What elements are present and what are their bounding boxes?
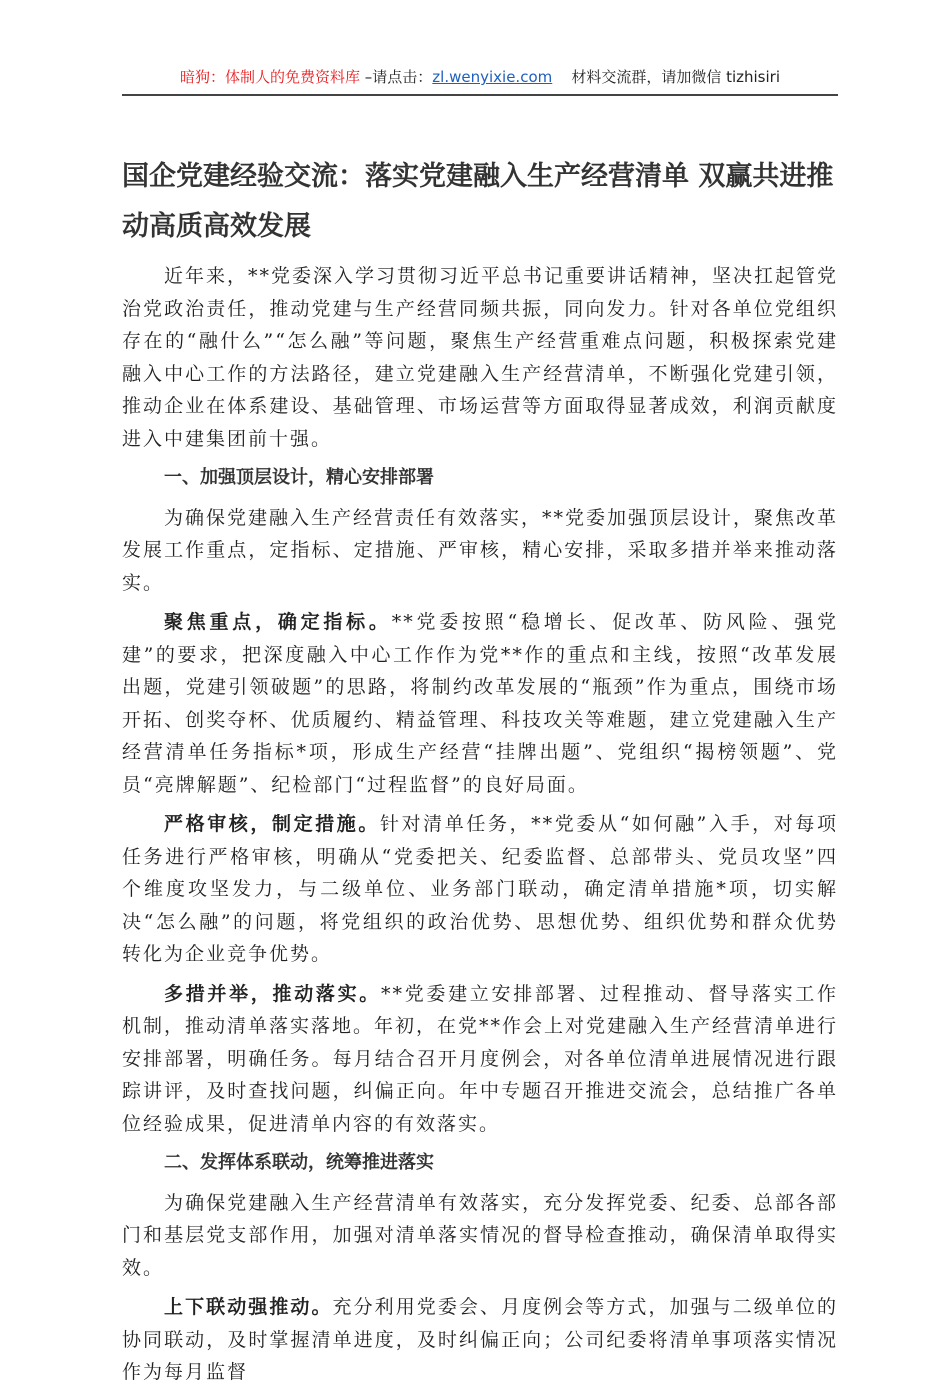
paragraph-lead: 多措并举，推动落实。	[164, 982, 381, 1005]
paragraph	[122, 606, 838, 801]
document-title: 国企党建经验交流：落实党建融入生产经营清单 双赢共进推动高质高效发展	[122, 161, 834, 242]
paragraph-text: 充分利用党委会、月度例会等方式，加强与二级单位的协同联动，及时掌握清单进度，及时纠偏正向；公司纪委将清单事项落实情况作为每月监督	[122, 1296, 838, 1383]
paragraph-text: **党委建立安排部署、过程推动、督导落实工作机制，推动清单落实落地。年初，在党**作会上对党建融入生产经营清单进行安排部署，明确任务。每月结合召开月度例会，对各单位清单进展情况进行跟踪讲评，及时查找问题，纠偏正向。年中专题召开推进交流会，总结推广各单位经验成果，促进清单内容的有效落实。	[122, 982, 839, 1135]
section-heading: 一、加强顶层设计，精心安排部署	[164, 467, 434, 488]
document-body	[122, 260, 838, 1396]
paragraph-lead: 上下联动强推动。	[164, 1296, 333, 1318]
paragraph-text: 针对清单任务，**党委从“如何融”入手，对每项任务进行严格审核，明确从“党委把关、纪委监督、总部带头、党员攻坚”四个维度攻坚发力，与二级单位、业务部门联动，确定清单措施*项，切实解决“怎么融”的问题，将党组织的政治优势、思想优势、组织优势和群众优势转化为企业竞争优势。	[122, 813, 838, 965]
header-brand: 暗狗：体制人的免费资料库	[180, 68, 361, 86]
header-group: 材料交流群，请加微信 tizhisiri	[571, 68, 780, 86]
intro-paragraph: 近年来，**党委深入学习贯彻习近平总书记重要讲话精神，坚决扛起管党治党政治责任，推动党建与生产经营同频共振，同向发力。针对各单位党组织存在的“融什么”“怎么融”等问题，聚焦生产经营重难点问题，积极探索党建融入中心工作的方法路径，建立党建融入生产经营清单，不断强化党建引领，推动企业在体系建设、基础管理、市场运营等方面取得显著成效，利润贡献度进入中建集团前十强。	[122, 265, 839, 450]
header-link[interactable]: zl.wenyixie.com	[432, 68, 553, 86]
section-intro: 为确保党建融入生产经营责任有效落实，**党委加强顶层设计，聚焦改革发展工作重点，定指标、定措施、严审核，精心安排，采取多措并举来推动落实。	[122, 506, 839, 594]
paragraph-lead: 严格审核，制定措施。	[164, 813, 380, 835]
paragraph	[122, 978, 838, 1141]
section-intro: 为确保党建融入生产经营清单有效落实，充分发挥党委、纪委、总部各部门和基层党支部作用，加强对清单落实情况的督导检查推动，确保清单取得实效。	[122, 1191, 838, 1279]
paragraph-lead: 聚焦重点，确定指标。	[164, 611, 392, 633]
header-click-label: –请点击：	[360, 68, 433, 86]
section-heading: 二、发挥体系联动，统筹推进落实	[164, 1152, 434, 1173]
paragraph	[122, 1291, 838, 1389]
paragraph-text: **党委按照“稳增长、促改革、防风险、强党建”的要求，把深度融入中心工作作为党**作的重点和主线，按照“改革发展出题，党建引领破题”的思路，将制约改革发展的“瓶颈”作为重点，围绕市场开拓、创奖夺杯、优质履约、精益管理、科技攻关等难题，建立党建融入生产经营清单任务指标*项，形成生产经营“挂牌出题”、党组织“揭榜领题”、党员“亮牌解题”、纪检部门“过程监督”的良好局面。	[122, 611, 838, 796]
paragraph	[122, 808, 838, 971]
page-header	[122, 66, 838, 96]
